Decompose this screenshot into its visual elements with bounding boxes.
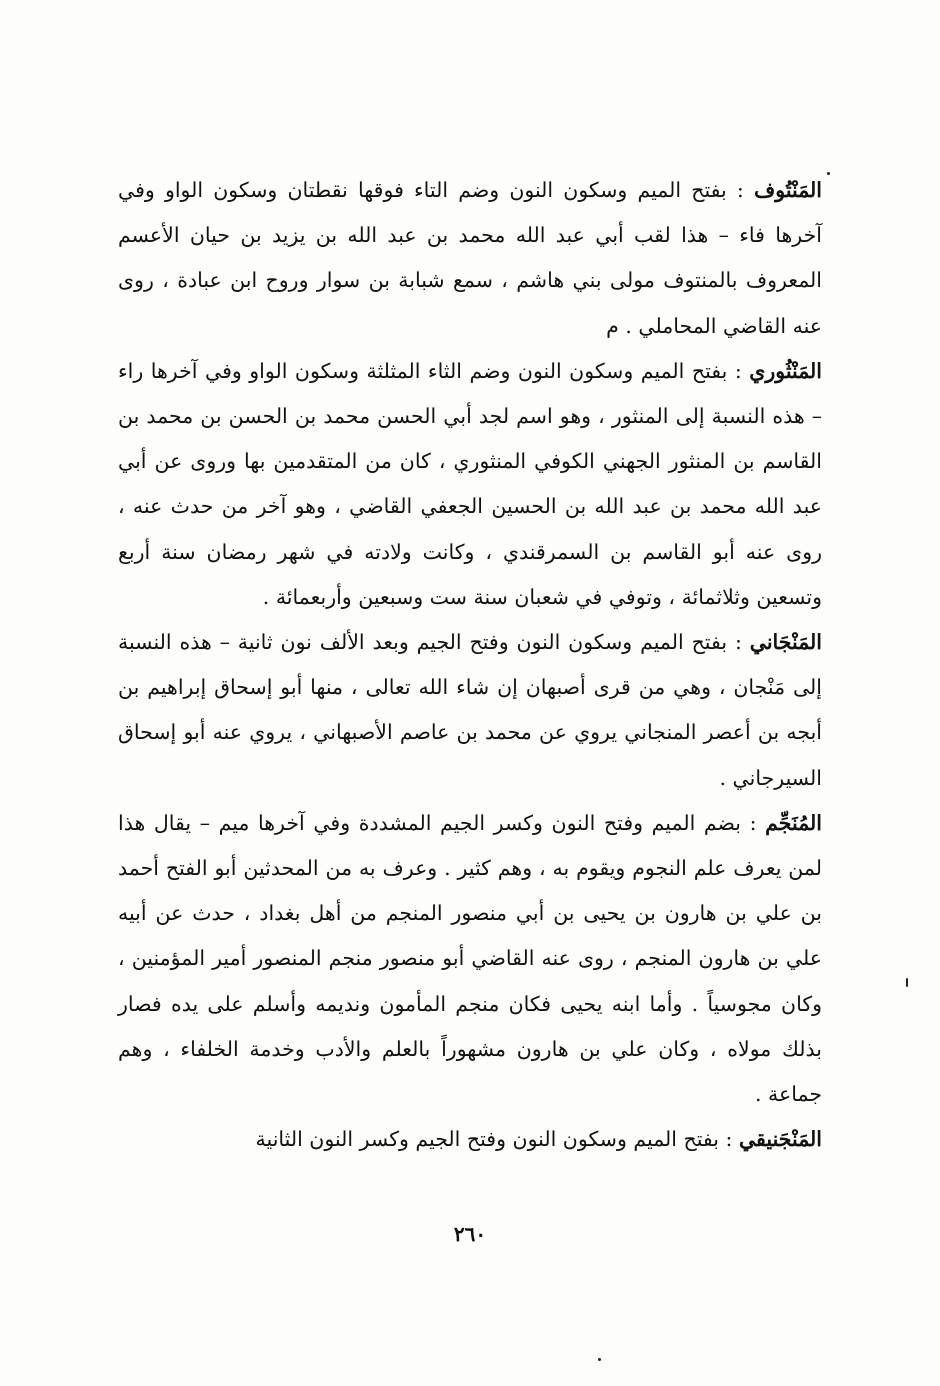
scan-speck [906,978,908,987]
entry-headword: المَنْجَاني [749,630,822,655]
scan-speck [827,172,830,175]
entry-almanjaniqi [118,1117,822,1162]
scan-speck [598,1358,601,1361]
entry-almanjani [118,620,822,801]
entry-text: : بفتح الميم وسكون النون وفتح الجيم وكسر النون الثانية [255,1127,739,1152]
entry-headword: المَنْجَنيقي [738,1127,822,1152]
entry-headword: المَنْثُوري [749,358,822,383]
entry-headword: المُنَجِّم [765,810,822,835]
entry-almunajjim [118,801,822,1117]
entry-headword: المَنْتُوف [753,178,822,202]
page-number: ٢٦٠ [453,1222,487,1246]
entry-text: : بفتح الميم وسكون النون وضم الثاء المثلثة وسكون الواو وفي آخرها راء – هذه النسبة إلى المنثور ، وهو اسم لجد أبي الحسن محمد بن الحسن بن محمد بن القاسم بن المنثور الجهني الكوفي المنثوري ، كان من المتقدمين بها وروى عن أبي عبد الله محمد بن عبد الله بن الحسين الجعفي القاضي ، وهو آخر من حدث عنه ، روى عنه أبو القاسم بن السمرقندي ، وكانت ولادته في شهر رمضان سنة أربع وتسعين وثلاثمائة ، وتوفي في شعبان سنة ست وسبعين وأربعمائة . [118,358,822,609]
entry-text: : بفتح الميم وسكون النون وفتح الجيم وبعد الألف نون ثانية – هذه النسبة إلى مَنْجان ، وهي من قرى أصبهان إن شاء الله تعالى ، منها أبو إسحاق إبراهيم بن أبجه بن أعصر المنجاني يروي عن محمد بن عاصم الأصبهاني ، يروي عنه أبو إسحاق السيرجاني . [118,630,822,790]
entry-text: : بضم الميم وفتح النون وكسر الجيم المشددة وفي آخرها ميم – يقال هذا لمن يعرف علم النجوم ويقوم به ، وهم كثير . وعرف به من المحدثين أبو الفتح أحمد بن علي بن هارون بن يحيى بن أبي منصور المنجم من أهل بغداد ، حدث عن أبيه علي بن هارون المنجم ، روى عنه القاضي أبو منصور منجم المنصور أمير المؤمنين ، وكان مجوسياً . وأما ابنه يحيى فكان منجم المأمون ونديمه وأسلم على يده فصار بذلك مولاه ، وكان علي بن هارون مشهوراً بالعلم والأدب وخدمة الخلفاء ، وهم جماعة . [118,810,822,1107]
entry-almantuf [118,168,822,349]
entry-almanthuri [118,349,822,620]
entry-text: : بفتح الميم وسكون النون وضم التاء فوقها نقطتان وسكون الواو وفي آخرها فاء – هذا لقب أبي عبد الله محمد بن عبد الله بن يزيد بن حيان الأعسم المعروف بالمنتوف مولى بني هاشم ، سمع شبابة بن سوار وروح ابن عبادة ، روى عنه القاضي المحاملي . م [118,178,822,338]
page-text [118,168,822,1162]
